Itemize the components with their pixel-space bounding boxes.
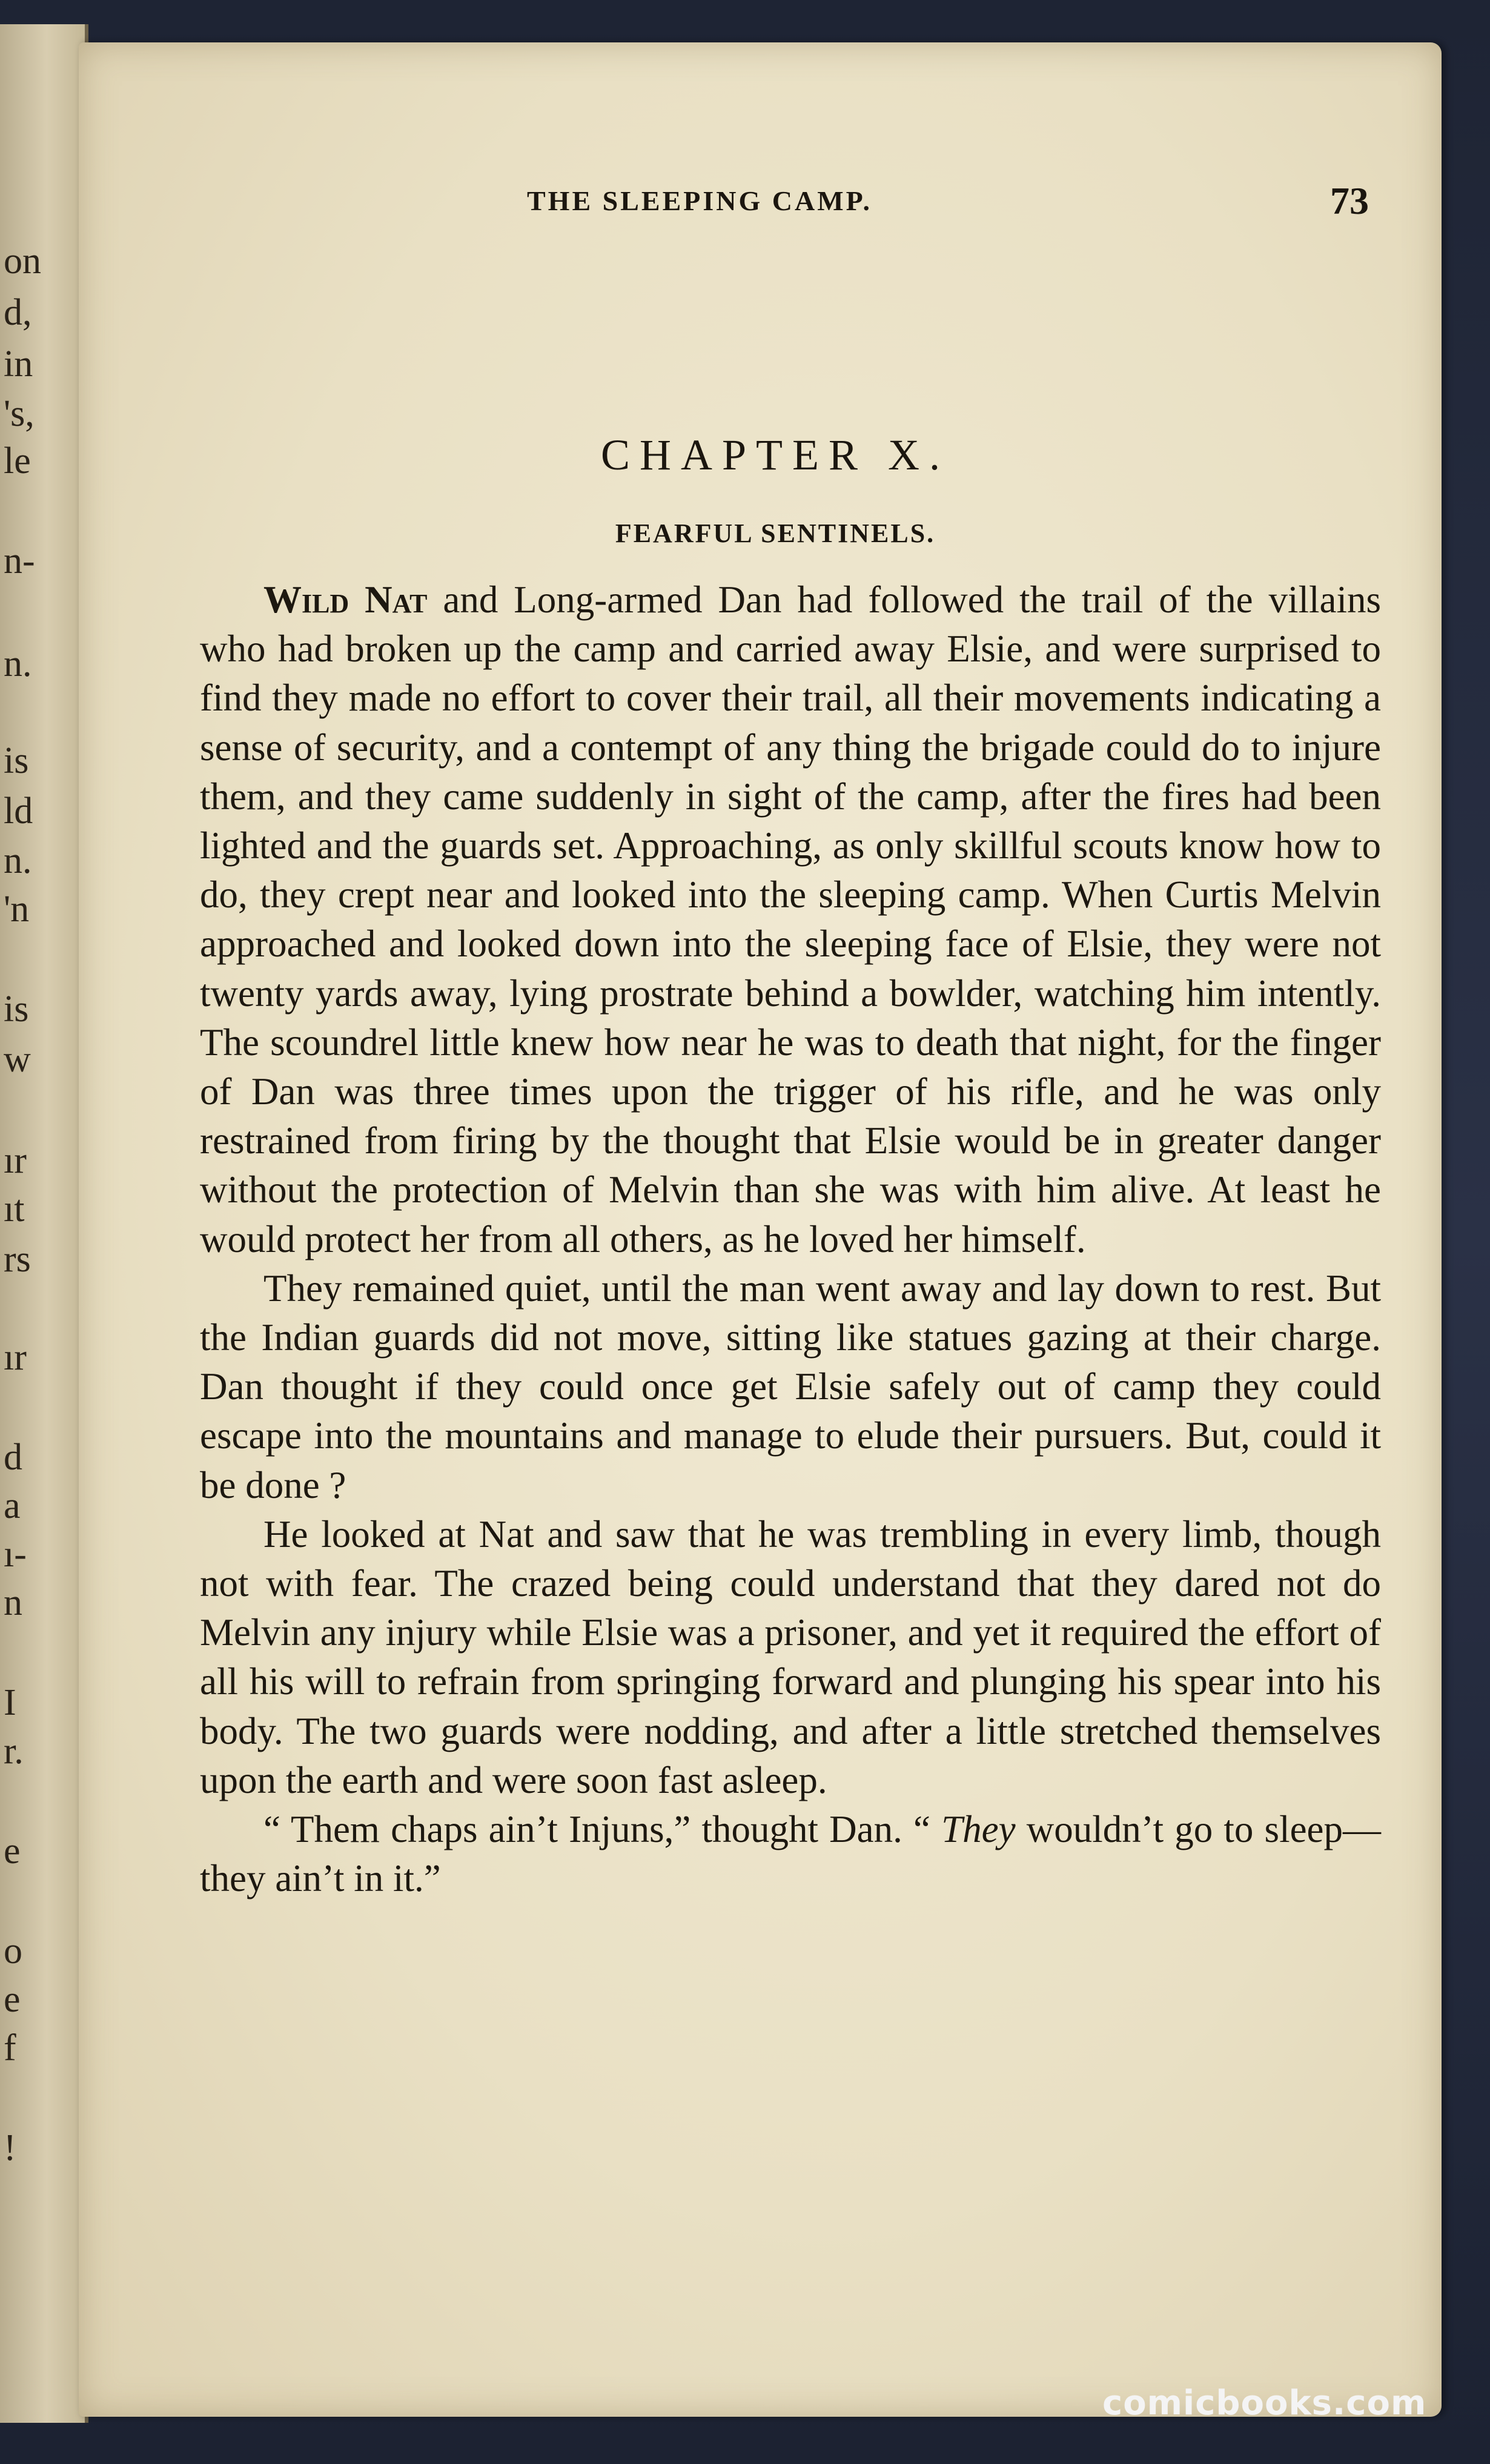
margin-fragment: I <box>4 1682 16 1723</box>
margin-fragment: 'n <box>4 889 30 930</box>
margin-fragment: w <box>4 1039 31 1080</box>
chapter-title: CHAPTER X. <box>600 431 950 479</box>
margin-fragment: ır <box>4 1140 27 1181</box>
margin-fragment: n. <box>4 840 32 881</box>
page-number: 73 <box>1330 179 1369 222</box>
paragraph-text: and Long-armed Dan had followed the trail of the villains who had broken up the camp and carried away Elsie, and were surprised to find they made no effort to cover their trail, all their movements indicating a sense of security, and a contempt of any thing the brigade could do to injure them, and they came suddenly in sight of the camp, after the fires had been lighted and the guards set. Approaching, as only skillful scouts know how to do, they crept near and looked into the sleeping camp. When Curtis Melvin approached and looked down into the sleeping face of Elsie, they were not twenty yards away, lying prostrate behind a bowlder, watching him intently. The scoundrel little knew how near he was to death that night, for the finger of Dan was three times upon the trigger of his rifle, and he was only restrained from firing by the thought that Elsie would be in greater danger without the protection of Melvin than she was with him alive. At least he would protect her from all others, as he loved her himself. <box>200 578 1381 1260</box>
paragraph <box>200 1510 1381 1805</box>
margin-fragment: is <box>4 989 29 1030</box>
margin-fragment: is <box>4 740 29 781</box>
margin-fragment: d <box>4 1437 22 1478</box>
margin-fragment: e <box>4 1830 21 1872</box>
running-title: THE SLEEPING CAMP. <box>527 185 873 216</box>
margin-fragment: a <box>4 1485 21 1526</box>
margin-fragment: f <box>4 2027 16 2068</box>
margin-fragment: in <box>4 343 33 385</box>
paragraph-lead: Wild Nat <box>263 578 428 621</box>
margin-fragment: o <box>4 1930 22 1972</box>
margin-fragment: ı- <box>4 1534 27 1575</box>
margin-fragment: on <box>4 240 41 282</box>
margin-fragment: 's, <box>4 393 35 434</box>
margin-fragment: d, <box>4 292 32 333</box>
paragraph <box>200 1264 1381 1510</box>
paragraph <box>200 1805 1381 1903</box>
margin-fragment: ıt <box>4 1188 25 1230</box>
paragraph-text: They remained quiet, until the man went away and lay down to rest. But the Indian guards did not move, sitting like statues gazing at their charge. Dan thought if they could once get Elsie safely out of camp they could escape into the mountains and manage to elude their pursuers. But, could it be done ? <box>200 1267 1381 1506</box>
emphasis-text: They <box>941 1808 1016 1851</box>
margin-fragment: ld <box>4 790 33 832</box>
margin-fragment: n. <box>4 643 32 684</box>
previous-page-edge <box>0 24 88 2423</box>
running-head <box>527 179 1369 227</box>
watermark: comicbooks.com <box>1102 2383 1427 2423</box>
chapter-body <box>200 575 1381 1903</box>
margin-fragment: ır <box>4 1337 27 1378</box>
margin-fragment: rs <box>4 1239 31 1280</box>
chapter-subtitle: FEARFUL SENTINELS. <box>615 518 936 548</box>
paragraph-text: He looked at Nat and saw that he was trembling in every limb, though not with fear. The crazed being could understand that they dared not do Melvin any injury while Elsie was a prisoner, and yet it required the effort of all his will to refrain from springing forward and plunging his spear into his body. The two guards were nodding, and after a little stretched themselves upon the earth and were soon fast asleep. <box>200 1512 1381 1801</box>
paragraph-text: “ Them chaps ain’t Injuns,” thought Dan. “ <box>263 1808 942 1851</box>
margin-fragment: le <box>4 440 31 482</box>
margin-fragment: e <box>4 1979 21 2020</box>
book-page <box>79 42 1442 2417</box>
margin-fragment: r. <box>4 1730 24 1772</box>
margin-fragment: ! <box>4 2127 16 2168</box>
paragraph-text: wouldn’t go to sleep—they ain’t in it.” <box>200 1808 1381 1900</box>
margin-fragment: n <box>4 1582 22 1623</box>
margin-fragment: n- <box>4 540 35 581</box>
paragraph <box>200 575 1381 1264</box>
